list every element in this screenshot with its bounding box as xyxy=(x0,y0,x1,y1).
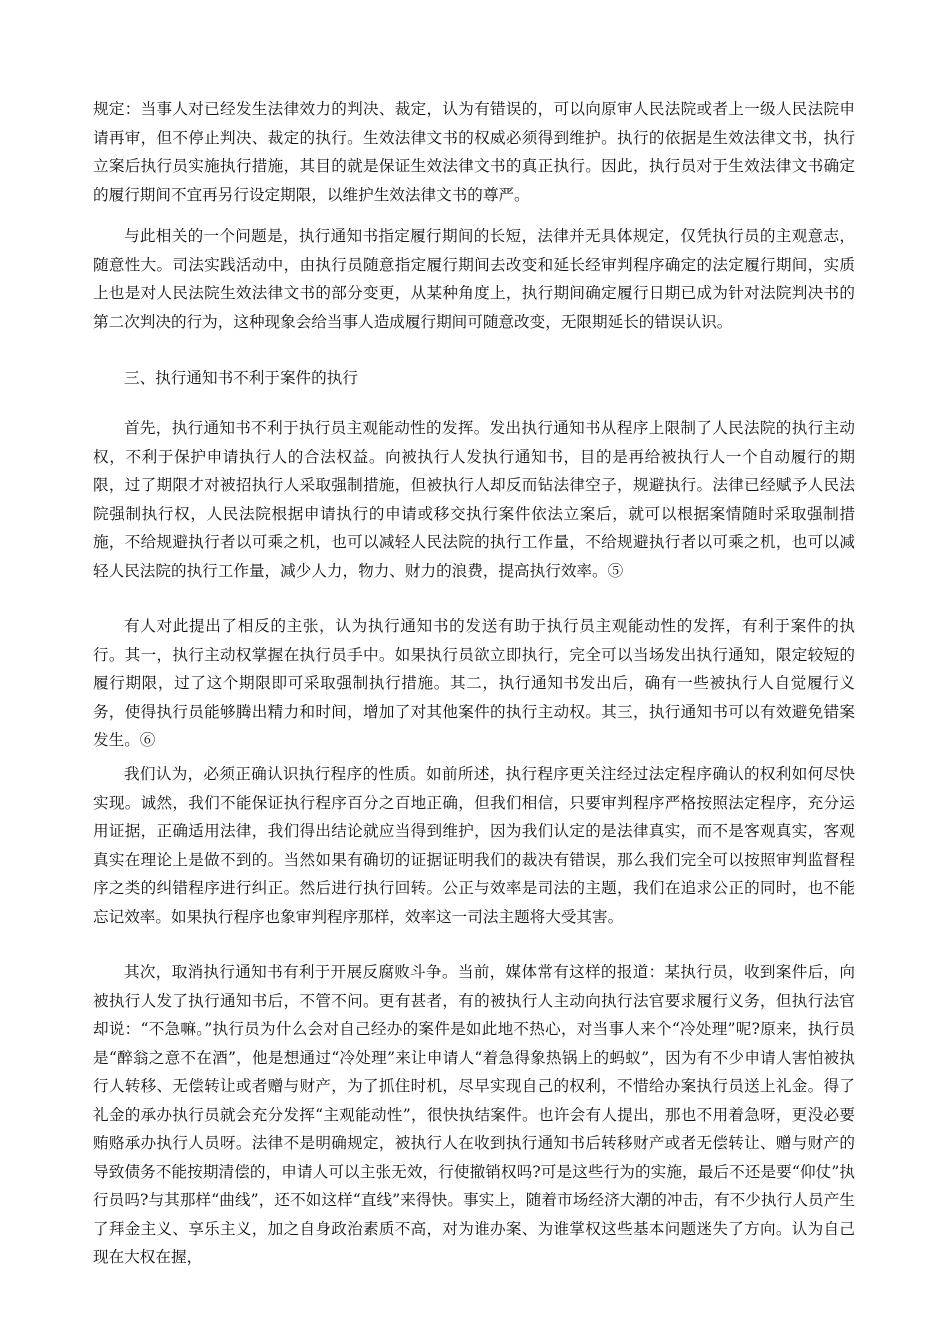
paragraph: 首先，执行通知书不利于执行员主观能动性的发挥。发出执行通知书从程序上限制了人民法院的执行主动权，不利于保护申请执行人的合法权益。向被执行人发执行通知书，目的是再给被执行人一个自动履行的期限，过了期限才对被招执行人采取强制措施，但被执行人却反而钻法律空子，规避执行。法律已经赋予人民法院强制执行权，人民法院根据申请执行的申请或移交执行案件依法立案后，就可以根据案情随时采取强制措施，不给规避执行者以可乘之机，也可以减轻人民法院的执行工作量，不给规避执行者以可乘之机，也可以减轻人民法院的执行工作量，减少人力，物力、财力的浪费，提高执行效率。⑤ xyxy=(93,419,855,580)
paragraph: 与此相关的一个问题是，执行通知书指定履行期间的长短，法律并无具体规定，仅凭执行员的主观意志，随意性大。司法实践活动中，由执行员随意指定履行期间去改变和延长经审判程序确定的法定履行期间，实质上也是对人民法院生效法律文书的部分变更，从某种角度上，执行期间确定履行日期已成为针对法院判决书的第二次判决的行为，这种现象会给当事人造成履行期间可随意改变，无限期延长的错误认识。 xyxy=(93,227,855,331)
paragraph-continuation: 规定：当事人对已经发生法律效力的判决、裁定，认为有错误的，可以向原审人民法院或者上一级人民法院申请再审，但不停止判决、裁定的执行。生效法律文书的权威必须得到维护。执行的依据是生效法律文书，执行立案后执行员实施执行措施，其目的就是保证生效法律文书的真正执行。因此，执行员对于生效法律文书确定的履行期间不宜再另行设定期限，以维护生效法律文书的尊严。 xyxy=(93,100,855,204)
paragraph: 我们认为，必须正确认识执行程序的性质。如前所述，执行程序更关注经过法定程序确认的权利如何尽快实现。诚然，我们不能保证执行程序百分之百地正确，但我们相信，只要审判程序严格按照法定程序，充分运用证据，正确适用法律，我们得出结论就应当得到维护，因为我们认定的是法律真实，而不是客观真实，客观真实在理论上是做不到的。当然如果有确切的证据证明我们的裁决有错误，那么我们完全可以按照审判监督程序之类的纠错程序进行纠正。然后进行执行回转。公正与效率是司法的主题，我们在追求公正的同时，也不能忘记效率。如果执行程序也象审判程序那样，效率这一司法主题将大受其害。 xyxy=(93,765,855,926)
paragraph: 有人对此提出了相反的主张，认为执行通知书的发送有助于执行员主观能动性的发挥，有利于案件的执行。其一，执行主动权掌握在执行员手中。如果执行员欲立即执行，完全可以当场发出执行通知，限定较短的履行期限，过了这个期限即可采取强制执行措施。其二，执行通知书发出后，确有一些被执行人自觉履行义务，使得执行员能够腾出精力和时间，增加了对其他案件的执行主动权。其三，执行通知书可以有效避免错案发生。⑥ xyxy=(93,617,855,749)
section-heading: 三、执行通知书不利于案件的执行 xyxy=(124,369,358,387)
paragraph: 其次，取消执行通知书有利于开展反腐败斗争。当前，媒体常有这样的报道：某执行员，收到案件后，向被执行人发了执行通知书后，不管不问。更有甚者，有的被执行人主动向执行法官要求履行义务，但执行法官却说：“不急嘛。”执行员为什么会对自己经办的案件是如此地不热心，对当事人来个“冷处理”呢?原来，执行员是“醉翁之意不在酒”，他是想通过“冷处理”来让申请人“着急得象热锅上的蚂蚁”，因为有不少申请人害怕被执行人转移、无偿转让或者赠与财产，为了抓住时机，尽早实现自己的权利，不惜给办案执行员送上礼金。得了礼金的承办执行员就会充分发挥“主观能动性”，很快执结案件。也许会有人提出，那也不用着急呀，更没必要贿赂承办执行人员呀。法律不是明确规定，被执行人在收到执行通知书后转移财产或者无偿转让、赠与财产的导致债务不能按期清偿的，申请人可以主张无效，行使撤销权吗?可是这些行为的实施，最后不还是要“仰仗”执行员吗?与其那样“曲线”，还不如这样“直线”来得快。事实上，随着市场经济大潮的冲击，有不少执行人员产生了拜金主义、享乐主义，加之自身政治素质不高，对为谁办案、为谁掌权这些基本问题迷失了方向。认为自己现在大权在握， xyxy=(93,963,855,1266)
